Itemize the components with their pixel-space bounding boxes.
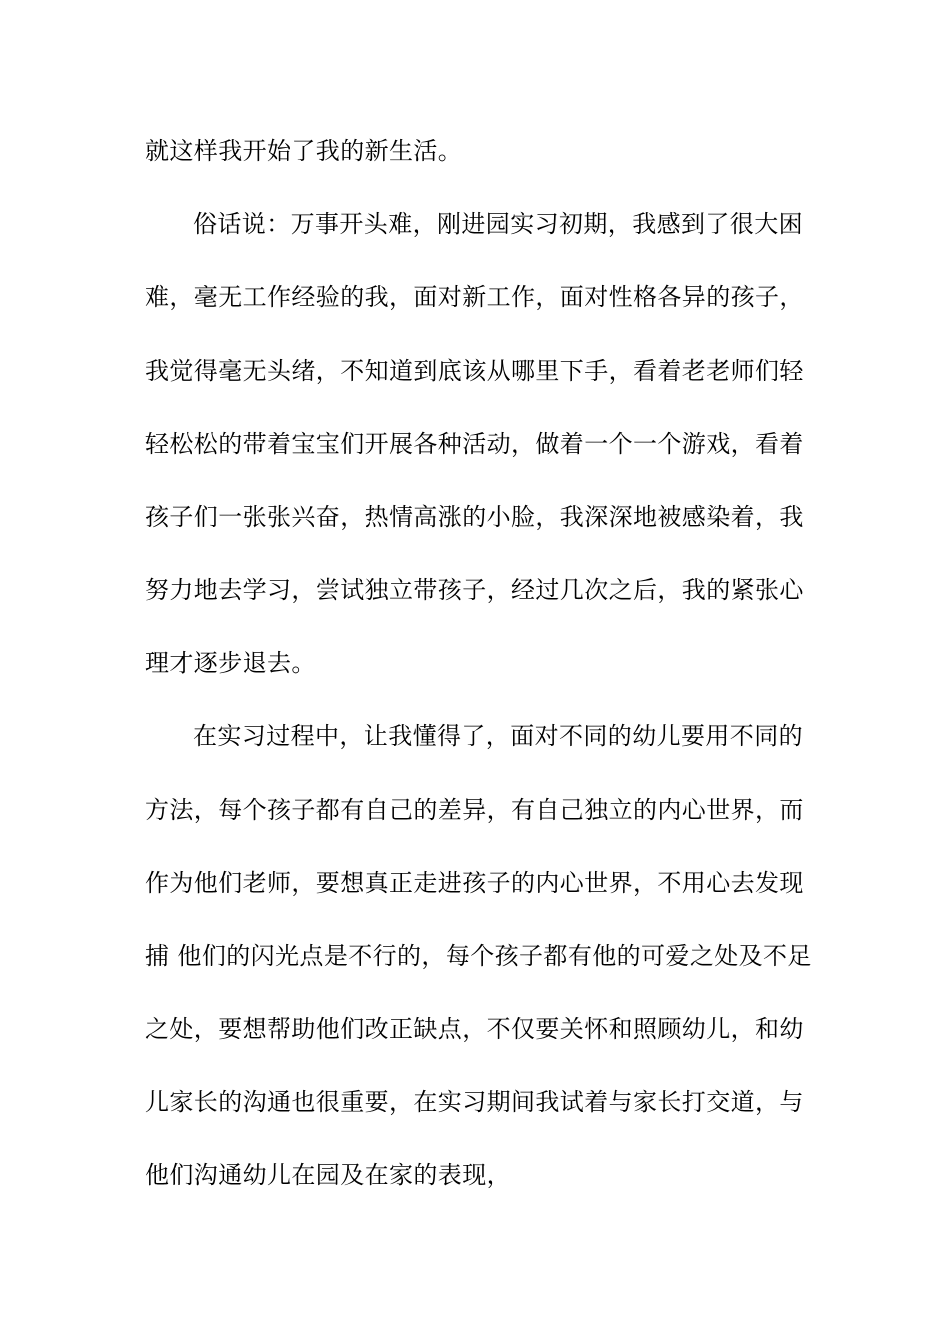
text-line-7: 努力地去学习，尝试独立带孩子，经过几次之后，我的紧张心	[145, 576, 804, 604]
paragraph-start-line: 俗话说：万事开头难，刚进园实习初期，我感到了很大困	[193, 210, 803, 238]
text-line-4: 我觉得毫无头绪，不知道到底该从哪里下手，看着老老师们轻	[145, 357, 804, 385]
text-line-6: 孩子们一张张兴奋，热情高涨的小脸，我深深地被感染着，我	[145, 503, 804, 531]
text-line-10: 方法，每个孩子都有自己的差异，有自己独立的内心世界，而	[145, 796, 804, 824]
text-line-12: 捕 他们的闪光点是不行的，每个孩子都有他的可爱之处及不足	[145, 942, 812, 970]
text-line-3: 难，毫无工作经验的我，面对新工作，面对性格各异的孩子，	[145, 283, 804, 311]
text-line-14: 儿家长的沟通也很重要，在实习期间我试着与家长打交道，与	[145, 1088, 804, 1116]
text-line-13: 之处，要想帮助他们改正缺点，不仅要关怀和照顾幼儿，和幼	[145, 1015, 804, 1043]
text-line-5: 轻松松的带着宝宝们开展各种活动，做着一个一个游戏，看着	[145, 430, 804, 458]
paragraph-start-line: 在实习过程中，让我懂得了，面对不同的幼儿要用不同的	[193, 722, 803, 750]
text-line-1: 就这样我开始了我的新生活。	[145, 137, 463, 165]
text-line-11: 作为他们老师，要想真正走进孩子的内心世界，不用心去发现	[145, 869, 804, 897]
text-line-15: 他们沟通幼儿在园及在家的表现，	[145, 1161, 511, 1189]
text-line-8: 理才逐步退去。	[145, 649, 316, 677]
